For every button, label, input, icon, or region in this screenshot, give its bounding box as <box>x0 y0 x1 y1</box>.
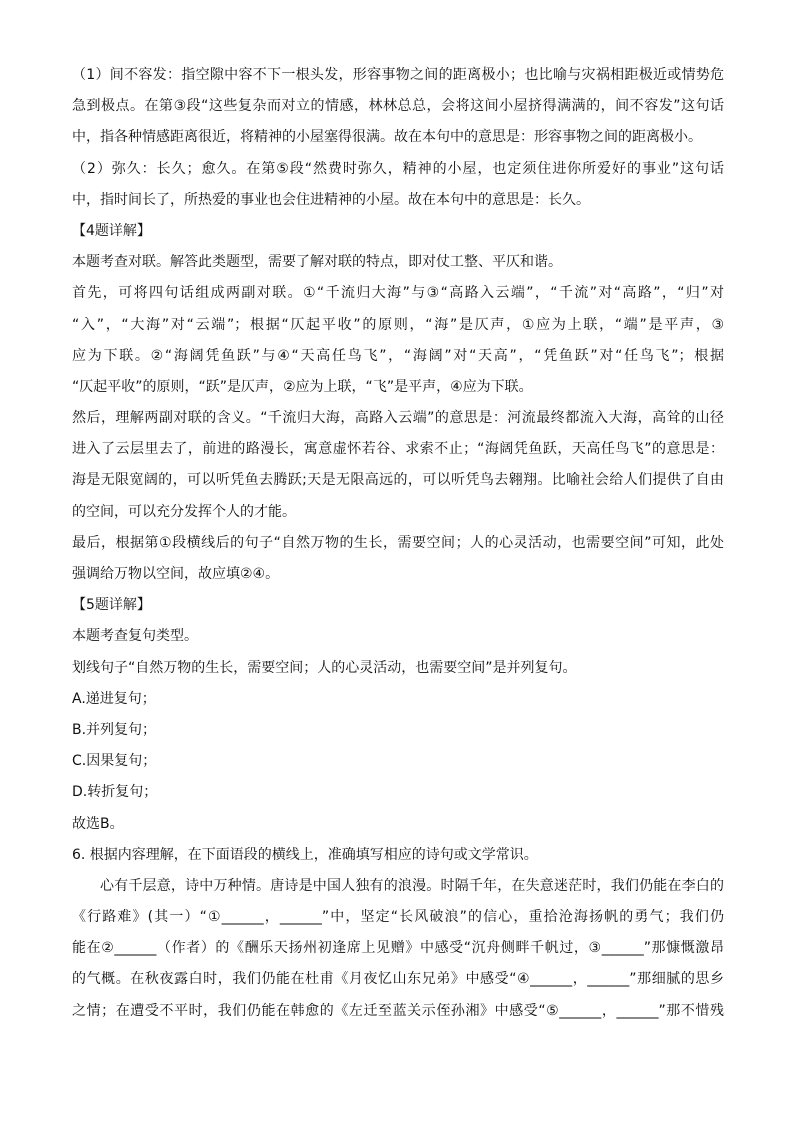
document-page <box>72 60 724 1027</box>
text-line: 本题考查复句类型。 <box>72 628 198 645</box>
section-heading: 【4题详解】 <box>72 222 151 239</box>
text-line: 强调给万物以空间，故应填②④。 <box>72 566 280 582</box>
option-a: A.递进复句； <box>72 690 156 707</box>
text-line: 《行路难》(其一）“①______，______”中，坚定“长风破浪”的信心，重拾沧海扬帆的勇气；我们仍 <box>72 909 724 926</box>
text-line: “入”，“大海”对“云端”；根据“仄起平收”的原则，“海”是仄声，①应为上联，“端”是平声，③ <box>72 316 724 333</box>
section-heading: 【5题详解】 <box>72 597 151 614</box>
text-line: 心有千层意，诗中万种情。唐诗是中国人独有的浪漫。时隔千年，在失意迷茫时，我们仍能在李白的 <box>100 877 724 894</box>
text-line: 的气概。在秋夜露白时，我们仍能在杜甫《月夜忆山东兄弟》中感受“④______，______”那细腻的思乡 <box>72 971 724 988</box>
text-line: 能在②______（作者）的《酬乐天扬州初逢席上见赠》中感受“沉舟侧畔千帆过，③______”那慷慨激昂 <box>72 940 724 957</box>
text-line: 应为下联。②“海阔凭鱼跃”与④“天高任鸟飞”，“海阔”对“天高”，“凭鱼跃”对“任鸟飞”；根据 <box>72 347 724 364</box>
text-line: 进入了云层里去了，前进的路漫长，寓意虚怀若谷、求索不止；“海阔凭鱼跃，天高任鸟飞”的意思是： <box>72 441 724 458</box>
option-d: D.转折复句； <box>72 784 158 801</box>
text-line: （2）弥久：长久；愈久。在第⑤段“然费时弥久，精神的小屋，也定须住进你所爱好的事业”这句话 <box>72 160 724 177</box>
option-c: C.因果复句； <box>72 753 157 770</box>
text-line: 最后，根据第①段横线后的句子“自然万物的生长，需要空间；人的心灵活动，也需要空间”可知，此处 <box>72 534 724 551</box>
text-line: 急到极点。在第③段“这些复杂而对立的情感，林林总总，会将这间小屋挤得满满的，间不容发”这句话 <box>72 98 724 115</box>
option-b: B.并列复句； <box>72 721 157 738</box>
text-line: 之情；在遭受不平时，我们仍能在韩愈的《左迁至蓝关示侄孙湘》中感受“⑤______，______”那不惜残 <box>72 1002 724 1019</box>
text-line: （1）间不容发：指空隙中容不下一根头发，形容事物之间的距离极小；也比喻与灾祸相距极近或情势危 <box>72 67 724 83</box>
answer-line: 故选B。 <box>72 815 124 832</box>
text-line: 的空间，可以充分发挥个人的才能。 <box>72 503 296 520</box>
text-line: “仄起平收”的原则，“跃”是仄声，②应为上联，“飞”是平声，④应为下联。 <box>72 378 533 395</box>
text-line: 中，指时间长了，所热爱的事业也会住进精神的小屋。故在本句中的意思是：长久。 <box>72 191 590 208</box>
text-line: 然后，理解两副对联的含义。“千流归大海，高路入云端”的意思是：河流最终都流入大海，高耸的山径 <box>72 410 724 427</box>
text-line: 海是无限宽阔的，可以听凭鱼去腾跃;天是无限高远的，可以听凭鸟去翱翔。比喻社会给人们提供了自由 <box>72 472 724 489</box>
question-6-title: 6. 根据内容理解，在下面语段的横线上，准确填写相应的诗句或文学常识。 <box>72 846 538 863</box>
text-line: 划线句子“自然万物的生长，需要空间；人的心灵活动，也需要空间”是并列复句。 <box>72 659 577 676</box>
text-line: 本题考查对联。解答此类题型，需要了解对联的特点，即对仗工整、平仄和谐。 <box>72 254 562 271</box>
text-line: 中，指各种情感距离很近，将精神的小屋塞得很满。故在本句中的意思是：形容事物之间的距离极小。 <box>72 129 702 146</box>
text-line: 首先，可将四句话组成两副对联。①“千流归大海”与③“高路入云端”，“千流”对“高路”，“归”对 <box>72 285 724 302</box>
